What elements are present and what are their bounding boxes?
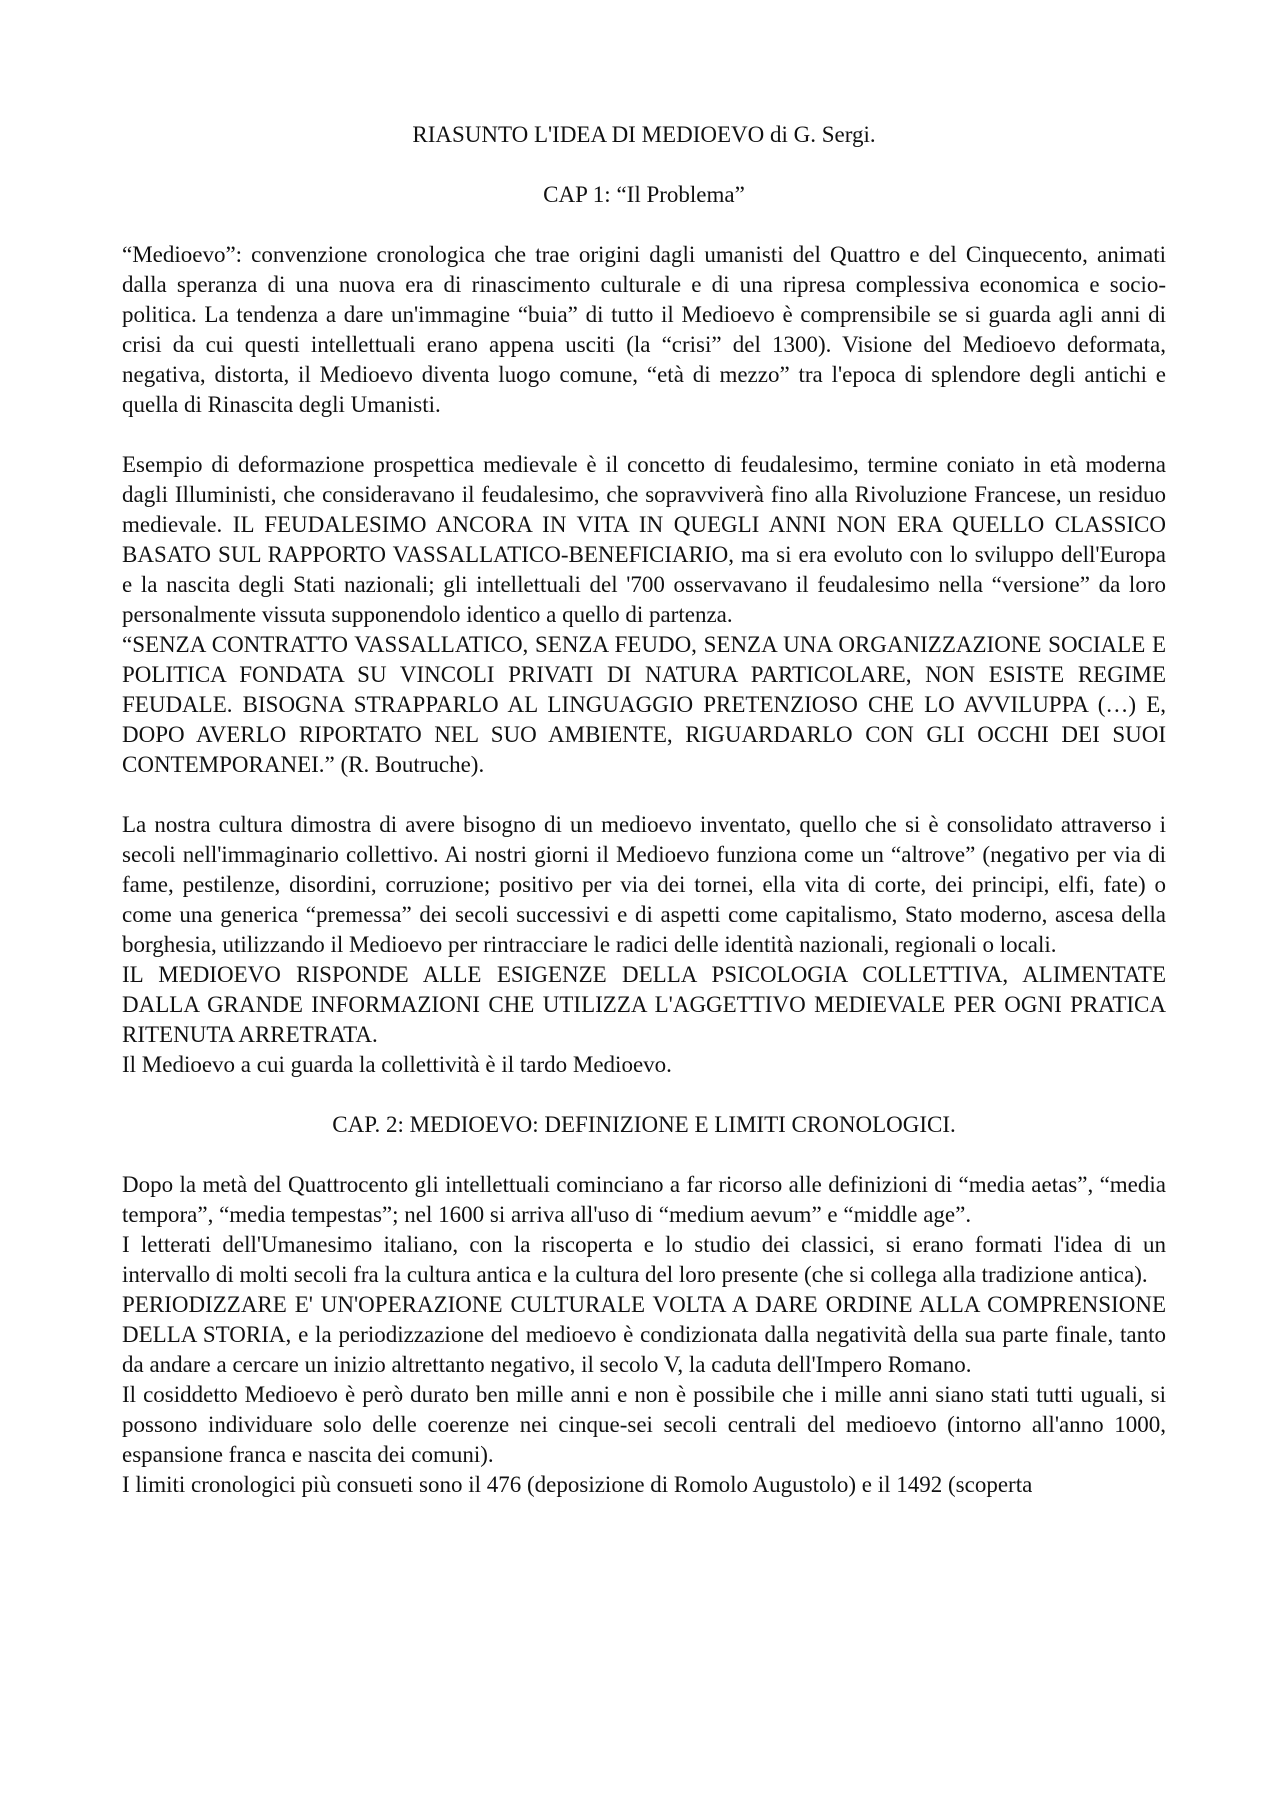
document-title: RIASUNTO L'IDEA DI MEDIOEVO di G. Sergi.: [412, 122, 876, 147]
document-page: [122, 120, 1166, 1500]
paragraph-7: Dopo la metà del Quattrocento gli intellettuali cominciano a far ricorso alle definizioni di “media aetas”, “media tempora”, “media tempestas”; nel 1600 si arriva all'uso di “medium aevum” e “middle age”.: [122, 1172, 1166, 1227]
paragraph-8: I letterati dell'Umanesimo italiano, con la riscoperta e lo studio dei classici, si erano formati l'idea di un intervallo di molti secoli fra la cultura antica e la cultura del loro presente (che si collega alla tradizione antica).: [122, 1232, 1166, 1287]
paragraph-6: Il Medioevo a cui guarda la collettività è il tardo Medioevo.: [122, 1052, 672, 1077]
paragraph-5: IL MEDIOEVO RISPONDE ALLE ESIGENZE DELLA PSICOLOGIA COLLETTIVA, ALIMENTATE DALLA GRANDE INFORMAZIONI CHE UTILIZZA L'AGGETTIVO MEDIEVALE PER OGNI PRATICA RITENUTA ARRETRATA.: [122, 962, 1166, 1047]
spacer: [122, 420, 1166, 450]
boutruche-quote: “SENZA CONTRATTO VASSALLATICO, SENZA FEUDO, SENZA UNA ORGANIZZAZIONE SOCIALE E POLITICA FONDATA SU VINCOLI PRIVATI DI NATURA PARTICOLARE, NON ESISTE REGIME FEUDALE. BISOGNA STRAPPARLO AL LINGUAGGIO PRETENZIOSO CHE LO AVVILUPPA (…) E, DOPO AVERLO RIPORTATO NEL SUO AMBIENTE, RIGUARDARLO CON GLI OCCHI DEI SUOI CONTEMPORANEI.” (R. Boutruche).: [122, 632, 1166, 777]
spacer: [122, 210, 1166, 240]
paragraph-10: Il cosiddetto Medioevo è però durato ben mille anni e non è possibile che i mille anni siano stati tutti uguali, si possono individuare solo delle coerenze nei cinque-sei secoli centrali del medioevo (intorno all'anno 1000, espansione franca e nascita dei comuni).: [122, 1382, 1166, 1467]
paragraph-9: PERIODIZZARE E' UN'OPERAZIONE CULTURALE VOLTA A DARE ORDINE ALLA COMPRENSIONE DELLA STORIA, e la periodizzazione del medioevo è condizionata dalla negatività della sua parte finale, tanto da andare a cercare un inizio altrettanto negativo, il secolo V, la caduta dell'Impero Romano.: [122, 1292, 1166, 1377]
paragraph-4: La nostra cultura dimostra di avere bisogno di un medioevo inventato, quello che si è consolidato attraverso i secoli nell'immaginario collettivo. Ai nostri giorni il Medioevo funziona come un “altrove” (negativo per via di fame, pestilenze, disordini, corruzione; positivo per via dei tornei, ella vita di corte, dei principi, elfi, fate) o come una generica “premessa” dei secoli successivi e di aspetti come capitalismo, Stato moderno, ascesa della borghesia, utilizzando il Medioevo per rintracciare le radici delle identità nazionali, regionali o locali.: [122, 812, 1166, 957]
paragraph-2: Esempio di deformazione prospettica medievale è il concetto di feudalesimo, termine coniato in età moderna dagli Illuministi, che consideravano il feudalesimo, che sopravviverà fino alla Rivoluzione Francese, un residuo medievale. IL FEUDALESIMO ANCORA IN VITA IN QUEGLI ANNI NON ERA QUELLO CLASSICO BASATO SUL RAPPORTO VASSALLATICO-BENEFICIARIO, ma si era evoluto con lo sviluppo dell'Europa e la nascita degli Stati nazionali; gli intellettuali del '700 osservavano il feudalesimo nella “versione” da loro personalmente vissuta supponendolo identico a quello di partenza.: [122, 452, 1166, 627]
spacer: [122, 780, 1166, 810]
paragraph-11: I limiti cronologici più consueti sono il 476 (deposizione di Romolo Augustolo) e il 1492 (scoperta: [122, 1472, 1033, 1497]
chapter-2-heading: CAP. 2: MEDIOEVO: DEFINIZIONE E LIMITI CRONOLOGICI.: [332, 1112, 956, 1137]
chapter-1-heading: CAP 1: “Il Problema”: [543, 182, 745, 207]
paragraph-1: “Medioevo”: convenzione cronologica che trae origini dagli umanisti del Quattro e del Cinquecento, animati dalla speranza di una nuova era di rinascimento culturale e di una ripresa complessiva economica e socio-politica. La tendenza a dare un'immagine “buia” di tutto il Medioevo è comprensibile se si guarda agli anni di crisi da cui questi intellettuali erano appena usciti (la “crisi” del 1300). Visione del Medioevo deformata, negativa, distorta, il Medioevo diventa luogo comune, “età di mezzo” tra l'epoca di splendore degli antichi e quella di Rinascita degli Umanisti.: [122, 242, 1166, 417]
